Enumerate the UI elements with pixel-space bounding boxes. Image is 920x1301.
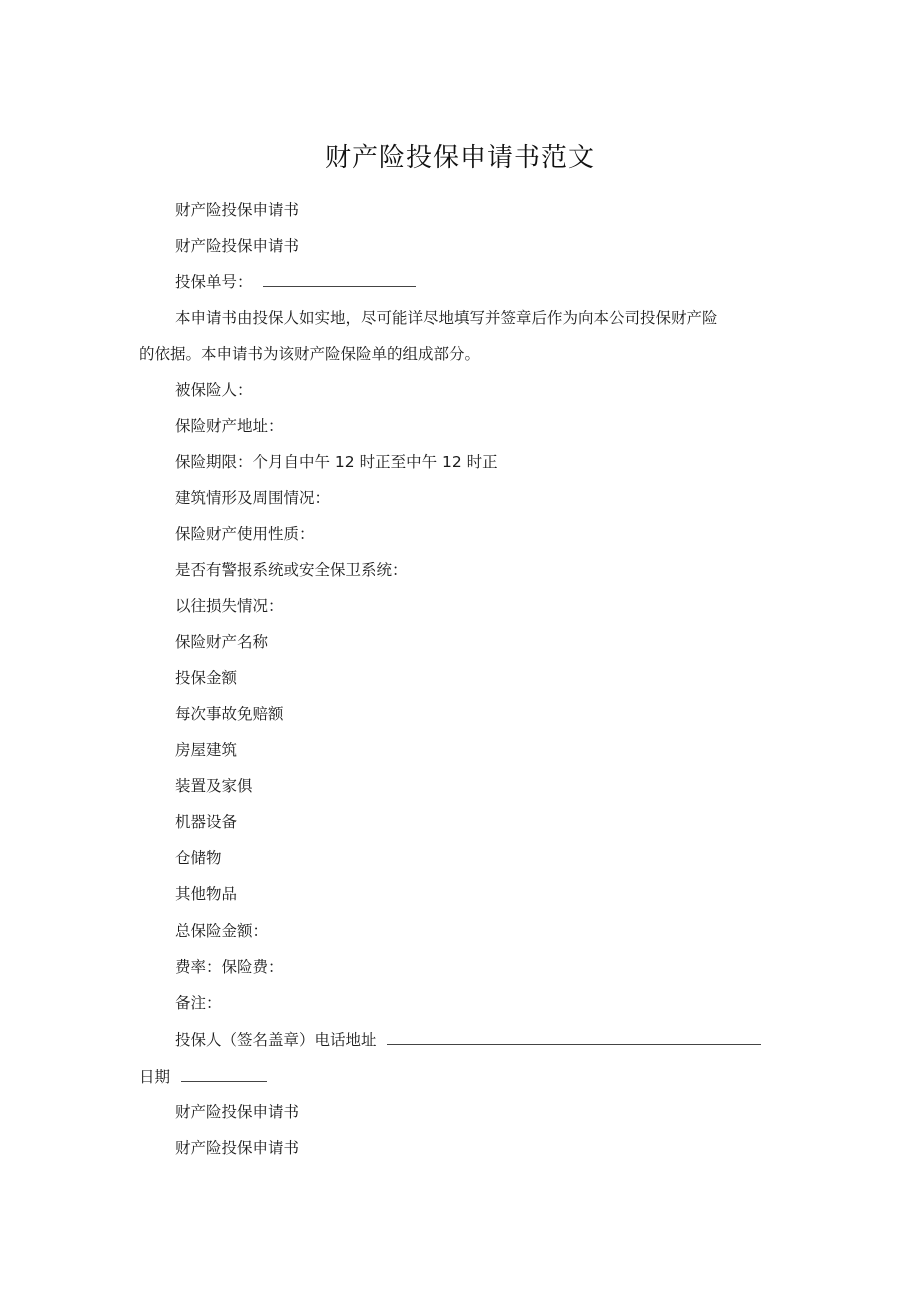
intro-line-2: 的依据。本申请书为该财产险保险单的组成部分。 (139, 345, 481, 363)
past-losses-label: 以往损失情况： (175, 597, 284, 615)
date-field[interactable] (181, 1067, 267, 1082)
page-title: 财产险投保申请书范文 (324, 143, 595, 173)
building-label: 建筑情形及周围情况： (175, 489, 331, 507)
remarks-label: 备注： (175, 994, 222, 1012)
total-amount-label: 总保险金额： (175, 922, 269, 940)
list-item: 房屋建筑 (175, 741, 238, 759)
policy-number-label: 投保单号： (175, 273, 253, 291)
list-item: 装置及家俱 (175, 777, 253, 795)
signature-row (175, 1029, 761, 1051)
footer-1: 财产险投保申请书 (175, 1103, 300, 1121)
insurance-period: 保险期限：个月自中午 12 时正至中午 12 时正 (175, 453, 498, 471)
property-use-label: 保险财产使用性质： (175, 525, 315, 543)
heading-1: 财产险投保申请书 (175, 201, 300, 219)
list-item: 仓储物 (175, 849, 222, 867)
date-row (139, 1066, 267, 1088)
intro-line-1: 本申请书由投保人如实地，尽可能详尽地填写并签章后作为向本公司投保财产险 (175, 309, 718, 327)
signature-field[interactable] (387, 1030, 761, 1045)
policy-number-field[interactable] (263, 272, 416, 287)
insured-amount-label: 投保金额 (175, 669, 238, 687)
list-item: 其他物品 (175, 885, 238, 903)
policy-number-row (175, 271, 416, 293)
rate-premium-label: 费率：保险费： (175, 958, 284, 976)
property-address-label: 保险财产地址： (175, 417, 284, 435)
deductible-label: 每次事故免赔额 (175, 705, 284, 723)
property-name-label: 保险财产名称 (175, 633, 269, 651)
insured-label: 被保险人： (175, 381, 253, 399)
signature-label: 投保人（签名盖章）电话地址 (175, 1031, 377, 1049)
date-label: 日期 (139, 1068, 171, 1086)
alarm-label: 是否有警报系统或安全保卫系统： (175, 561, 408, 579)
footer-2: 财产险投保申请书 (175, 1139, 300, 1157)
list-item: 机器设备 (175, 813, 238, 831)
heading-2: 财产险投保申请书 (175, 237, 300, 255)
